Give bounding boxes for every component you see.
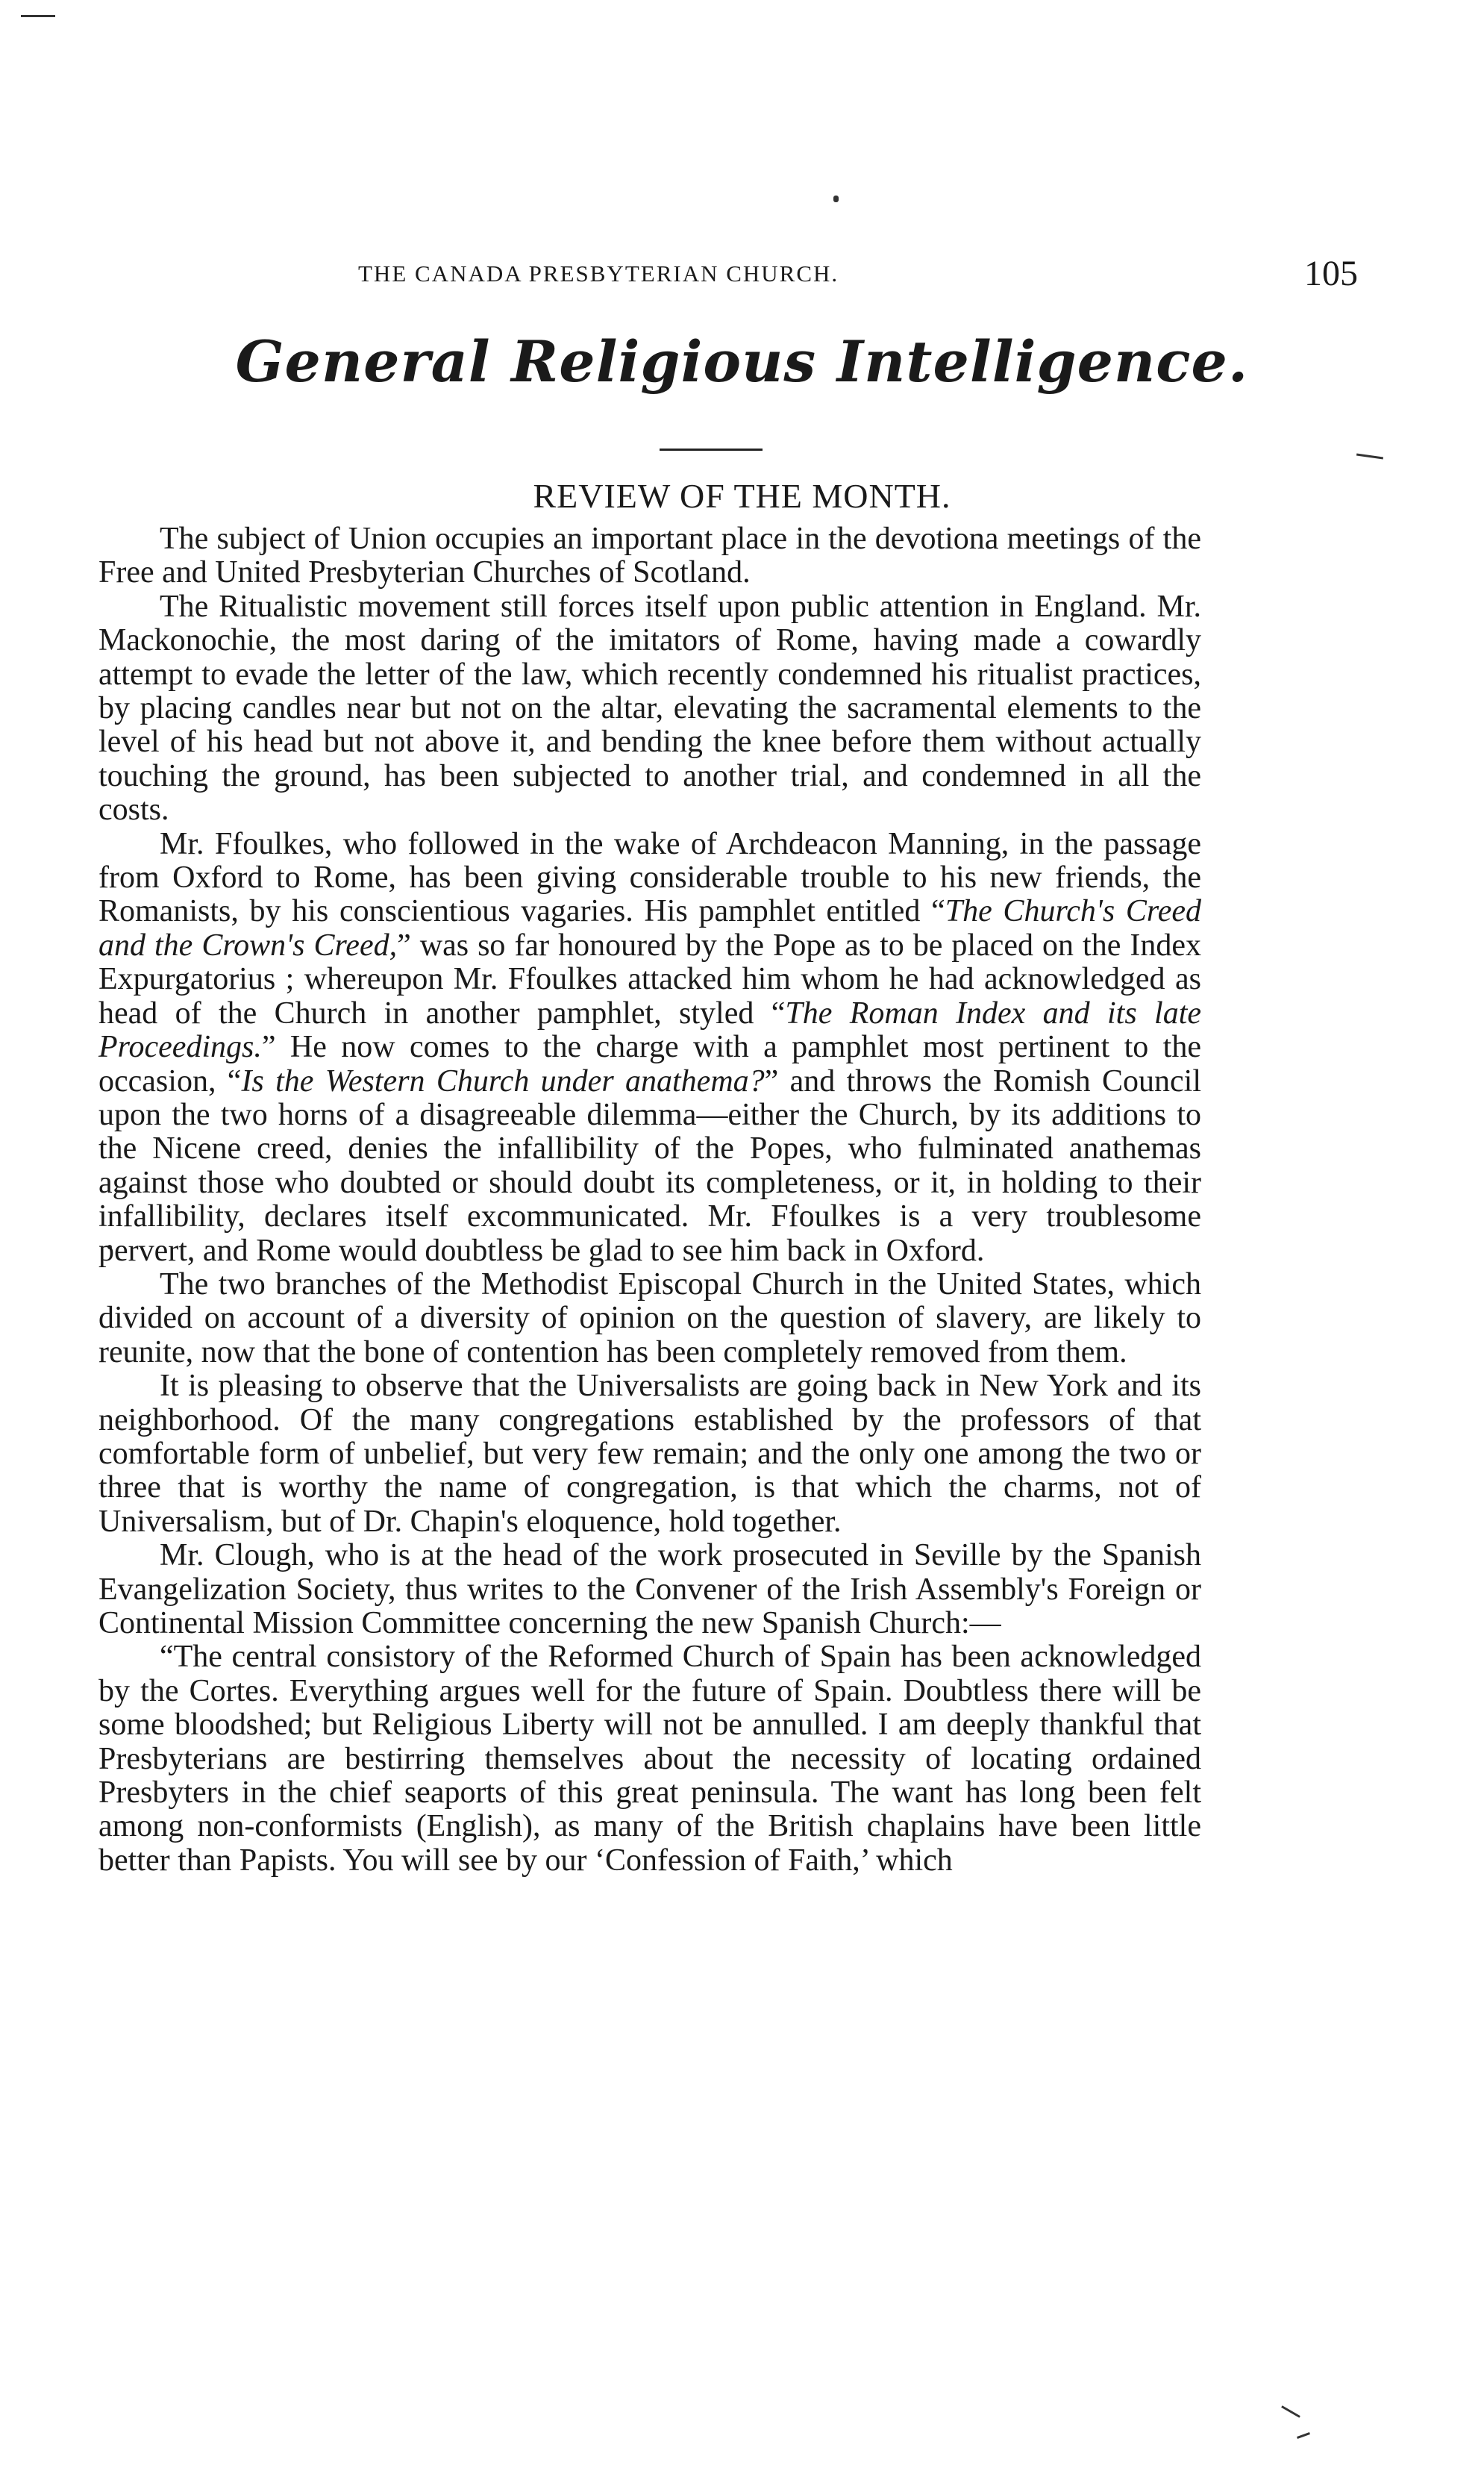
scan-mark [1297,2432,1310,2439]
scan-mark [1281,2405,1300,2418]
scan-mark [833,196,839,202]
section-title: General Religious Intelligence. [235,328,1249,395]
paragraph-union: The subject of Union occupies an important place in the devotiona meetings of the Free and United Presbyterian Churches of Scotland. [98,522,1201,590]
page-number: 105 [1304,254,1358,293]
scan-mark [21,15,55,17]
pamphlet-title: The Roman Index and its late Proceedings. [98,996,1202,1065]
paragraph-universalists: It is pleasing to observe that the Universalists are going back in New York and its neighborhood. Of the many congregations established by the professors of that comfortable form of unbelief, but very few remain; and the only one among the two or three that is worthy the name of congregation, is that which the charms, not of Universalism, but of Dr. Chapin's eloquence, hold together. [98,1369,1201,1539]
article-body [98,522,1201,1878]
title-rule [660,449,763,451]
paragraph-clough: Mr. Clough, who is at the head of the work prosecuted in Seville by the Spanish Evangelization Society, thus writes to the Convener of the Irish Assembly's Foreign or Continental Mission Committee concerning the new Spanish Church:— [98,1538,1201,1640]
running-title: THE CANADA PRESBYTERIAN CHURCH. [358,260,839,287]
pamphlet-title: The Church's Creed and the Crown's Creed, [98,894,1201,963]
paragraph-ritualism: The Ritualistic movement still forces itself upon public attention in England. Mr. Mackonochie, the most daring of the imitators of Rome, having made a cowardly attempt to evade the letter of the law, which recently condemned his ritualist practices, by placing candles near but not on the altar, elevating the sacramental elements to the level of his head but not above it, and bending the knee before them without actually touching the ground, has been subjected to another trial, and condemned in all the costs. [98,589,1201,828]
running-head [358,254,1358,302]
pamphlet-title: Is the Western Church under anathema? [241,1063,765,1099]
scan-mark [1356,454,1383,460]
paragraph-methodist: The two branches of the Methodist Episcopal Church in the United States, which divided on account of a diversity of opinion on the question of slavery, are likely to reunite, now that the bone of contention has been completely removed from them. [98,1266,1201,1369]
paragraph-ffoulkes: Mr. Ffoulkes, who followed in the wake of Archdeacon Manning, in the passage from Oxford to Rome, has been giving considerable trouble to his new friends, the Romanists, by his conscientious vagaries. His pamphlet entitled “The Church's Creed and the Crown's Creed,” was so far honoured by the Pope as to be placed on the Index Expurgatorius ; whereupon Mr. Ffoulkes attacked him whom he had acknowledged as head of the Church in another pamphlet, styled “The Roman Index and its late Proceedings.” He now comes to the charge with a pamphlet most pertinent to the occasion, “Is the Western Church under anathema?” and throws the Romish Council upon the two horns of a disagreeable dilemma—either the Church, by its additions to the Nicene creed, denies the infallibility of the Popes, who fulminated anathemas against those who doubted or should doubt its completeness, or it, in holding to their infallibility, declares itself excommunicated. Mr. Ffoulkes is a very troublesome pervert, and Rome would doubtless be glad to see him back in Oxford. [98,826,1202,1268]
review-heading: REVIEW OF THE MONTH. [533,477,951,515]
paragraph-quotation: “The central consistory of the Reformed Church of Spain has been acknowledged by the Cortes. Everything argues well for the future of Spain. Doubtless there will be some bloodshed; but Religious Liberty will not be annulled. I am deeply thankful that Presbyterians are bestirring themselves about the necessity of locating ordained Presbyters in the chief seaports of this great peninsula. The want has long been felt among non-conformists (English), as many of the British chaplains have been little better than Papists. You will see by our ‘Confession of Faith,’ which [98,1640,1201,1878]
